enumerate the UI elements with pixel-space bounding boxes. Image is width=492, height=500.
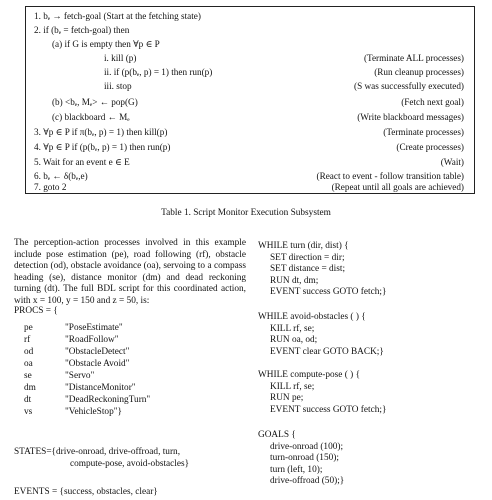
alg-line-1: 1. bₑ → fetch-goal (Start at the fetching state) bbox=[34, 11, 201, 21]
code-line: GOALS { bbox=[258, 430, 296, 440]
code-line: RUN oa, od; bbox=[270, 335, 318, 345]
while-turn-block bbox=[258, 241, 386, 299]
alg-line-2a-iii: iii. stop (S was successfully executed) bbox=[104, 81, 464, 91]
code-line: EVENT clear GOTO BACK;} bbox=[270, 346, 384, 357]
events-line: EVENTS = {success, obstacles, clear} bbox=[14, 487, 158, 497]
code-line: RUN dt, dm; bbox=[270, 275, 319, 286]
alg-line-5: 5. Wait for an event e ∈ E (Wait) bbox=[34, 157, 464, 167]
alg-line-2a: (a) if G is empty then ∀p ∈ P bbox=[52, 39, 160, 49]
code-line: WHILE turn (dir, dist) { bbox=[258, 241, 349, 251]
algorithm-box bbox=[25, 6, 475, 194]
alg-line-4: 4. ∀p ∈ P if (p(bₑ, p) = 1) then run(p) (Create processes) bbox=[34, 142, 464, 152]
states-line-2: compute-pose, avoid-obstacles} bbox=[70, 458, 190, 469]
alg-line-2b: (b) <bₑ, Mₑ> ← pop(G) (Fetch next goal) bbox=[52, 97, 464, 107]
code-line: EVENT success GOTO fetch;} bbox=[270, 287, 387, 297]
code-line: SET distance = dist; bbox=[270, 264, 346, 274]
code-line: drive-offroad (50);} bbox=[270, 476, 345, 486]
alg-line-2c: (c) blackboard ← Mₑ (Write blackboard messages) bbox=[52, 112, 464, 122]
states-line-1: STATES={drive-onroad, drive-offroad, turn, bbox=[14, 447, 181, 457]
while-avoid-block bbox=[258, 312, 384, 358]
alg-line-7: 7. goto 2 (Repeat until all goals are achieved) bbox=[34, 182, 464, 192]
states-block bbox=[14, 447, 189, 470]
code-line: WHILE avoid-obstacles ( ) { bbox=[258, 312, 366, 322]
code-line: RUN pe; bbox=[270, 393, 304, 403]
alg-line-6: 6. bₑ ← δ(bₑ,e) (React to event - follow transition table) bbox=[34, 171, 464, 181]
while-pose-block bbox=[258, 370, 386, 416]
code-line: turn-onroad (150); bbox=[270, 453, 339, 463]
body-paragraph: The perception-action processes involved in this example include pose estimation (pe), road following (rf), obstacle detection (od), obstacle avoidance (oa), servoing to a compass heading (se), distance monitor (dm) and dead reckoning turning (dt). The full BDL script for this coordinated action, with x = 100, y = 150 and z = 50, is: bbox=[14, 238, 246, 306]
code-line: SET direction = dir; bbox=[270, 252, 345, 263]
code-line: EVENT success GOTO fetch;} bbox=[270, 404, 387, 415]
alg-line-2: 2. if (bₑ = fetch-goal) then bbox=[34, 25, 130, 35]
alg-line-2a-ii: ii. if (p(bₑ, p) = 1) then run(p) (Run cleanup processes) bbox=[104, 67, 464, 77]
code-line: KILL rf, se; bbox=[270, 381, 315, 392]
alg-line-3: 3. ∀p ∈ P if π(bₑ, p) = 1) then kill(p) (Terminate processes) bbox=[34, 127, 464, 137]
code-line: drive-onroad (100); bbox=[270, 441, 344, 452]
paper-page: 1. bₑ → fetch-goal (Start at the fetching state) 2. if (bₑ = fetch-goal) then (a) if G is empty then ∀p ∈ P i. kill (p) (Terminate ALL processes) ii. if (p(bₑ, p) = 1) then run(p) (Run cleanup processes) iii. stop (S was successfully executed) (b) <bₑ, Mₑ> ← pop(G) (Fetch next goal) (c) blackboard ← Mₑ (Write blackboard messages) 3. ∀p ∈ P if π(bₑ, p) = 1) then kill(p) (Terminate processes) 4. ∀p ∈ P if (p(bₑ, p) = 1) then run(p) (Create processes) 5. Wait for an event e ∈ E (Wait) 6. bₑ ← δ(bₑ,e) (React to event - follow transition table) 7. goto 2 (Repeat until all goals are achieved) Table 1. Script Monitor Execution Subsystem The perception-action processes involved in this example include pose estimation (pe), road following (rf), obstacle detection (od), obstacle avoidance (oa), servoing to a compass heading (se), distance monitor (dm) and dead reckoning turning (dt). The full BDL script for this coordinated action, with x = 100, y = 150 and z = 50, is: PROCS = { pe "PoseEstimate" rf "RoadFollow" od "ObstacleDetect" oa "Obstacle Avoid" se "Servo" dm "DistanceMonitor" dt "DeadReckoningTurn" vs "VehicleStop"} STATES={drive-onroad, drive-offroad, turn, compute-pose, avoid-obstacles} EVENTS = {success, obstacles, clear} WHILE turn (dir, dist) { SET direction = dir; SET distance = dist; RUN dt, dm; EVENT success GOTO fetch;} WHILE avoid-obstacles ( ) { KILL rf, se; RUN oa, od; EVENT clear GOTO BACK;} WHILE compute-pose ( ) { KILL rf, se; RUN pe; EVENT success GOTO fetch;} GOALS { drive-onroad (100); turn-onroad (150); turn (left, 10); drive-offroad (50);} bbox=[0, 0, 492, 500]
code-line: WHILE compute-pose ( ) { bbox=[258, 370, 361, 380]
goals-block bbox=[258, 430, 344, 488]
code-line: turn (left, 10); bbox=[270, 464, 323, 475]
code-line: KILL rf, se; bbox=[270, 323, 315, 334]
alg-line-2a-i: i. kill (p) (Terminate ALL processes) bbox=[104, 53, 464, 63]
table-caption: Table 1. Script Monitor Execution Subsystem bbox=[161, 208, 331, 218]
procs-title: PROCS = { bbox=[14, 306, 58, 316]
